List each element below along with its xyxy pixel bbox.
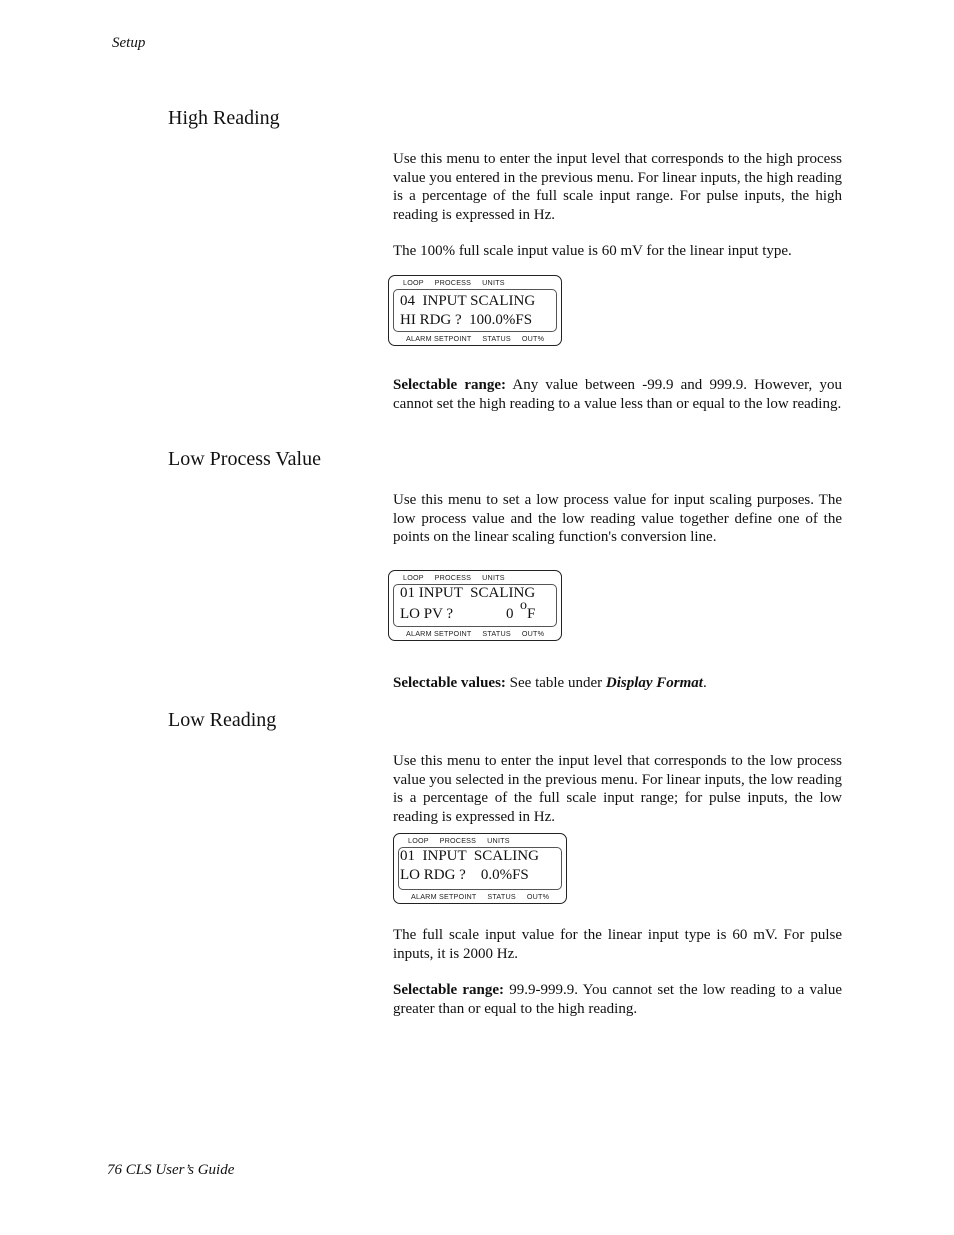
section-title-low-reading: Low Reading <box>168 709 277 731</box>
range-label: Selectable range: <box>393 377 506 393</box>
lcd-line-2-label: LO PV ? <box>400 606 454 622</box>
high-reading-description: Use this menu to enter the input level that corresponds to the high process value you entered in the previous menu. For linear inputs, the high reading is a percentage of the full scale input range. For pulse inputs, the high reading is expressed in Hz. <box>393 151 842 223</box>
lcd-screen <box>393 584 557 627</box>
lcd-top-labels: LOOP PROCESS UNITS <box>408 836 510 845</box>
values-label: Selectable values: <box>393 675 506 691</box>
high-reading-selectable-range <box>393 376 842 413</box>
lcd-line-2: LO RDG ? 0.0%FS <box>400 867 529 883</box>
lcd-bottom-labels: ALARM SETPOINT STATUS OUT% <box>406 629 545 638</box>
low-reading-full-scale-note: The full scale input value for the linear input type is 60 mV. For pulse inputs, it is 2000 Hz. <box>393 927 842 962</box>
low-process-value-selectable-values <box>393 674 842 693</box>
page-footer: 76 CLS User’s Guide <box>107 1162 235 1178</box>
section-title-high-reading: High Reading <box>168 107 280 129</box>
lcd-display-low-reading <box>393 833 567 904</box>
lcd-screen <box>398 847 562 890</box>
range-label: Selectable range: <box>393 982 505 998</box>
lcd-line-2-unit: F <box>527 606 536 622</box>
values-end: . <box>702 675 707 691</box>
display-format-reference: Display Format <box>605 675 703 691</box>
degree-symbol: o <box>520 598 527 613</box>
lcd-top-labels: LOOP PROCESS UNITS <box>403 278 505 287</box>
lcd-line-1: 01 INPUT SCALING <box>400 585 536 601</box>
section-title-low-process-value: Low Process Value <box>168 448 321 470</box>
lcd-line-2: HI RDG ? 100.0%FS <box>400 312 533 328</box>
low-reading-selectable-range <box>393 981 842 1018</box>
lcd-line-1: 04 INPUT SCALING <box>400 293 536 309</box>
range-text: 99.9-999.9. You cannot set the low reading to a value greater than or equal to the high reading. <box>393 982 842 1017</box>
lcd-bottom-labels: ALARM SETPOINT STATUS OUT% <box>411 892 550 901</box>
running-header: Setup <box>112 35 146 51</box>
lcd-line-1: 01 INPUT SCALING <box>400 848 539 864</box>
values-text: See table under <box>505 675 606 691</box>
low-reading-description: Use this menu to enter the input level that corresponds to the low process value you selected in the previous menu. For linear inputs, the low reading is a percentage of the full scale input range; for pulse inputs, the low reading is expressed in Hz. <box>393 753 842 825</box>
lcd-screen <box>393 289 557 332</box>
high-reading-full-scale-note: The 100% full scale input value is 60 mV for the linear input type. <box>393 243 792 259</box>
lcd-bottom-labels: ALARM SETPOINT STATUS OUT% <box>406 334 545 343</box>
lcd-line-2-value: 0 <box>506 606 514 622</box>
range-text: Any value between -99.9 and 999.9. However, you cannot set the high reading to a value less than or equal to the low reading. <box>393 377 842 412</box>
lcd-top-labels: LOOP PROCESS UNITS <box>403 573 505 582</box>
low-process-value-description: Use this menu to set a low process value for input scaling purposes. The low process value and the low reading value together define one of the points on the linear scaling function's conversion line. <box>393 492 842 546</box>
lcd-display-high-reading <box>388 275 562 346</box>
lcd-display-low-process-value <box>388 570 562 641</box>
